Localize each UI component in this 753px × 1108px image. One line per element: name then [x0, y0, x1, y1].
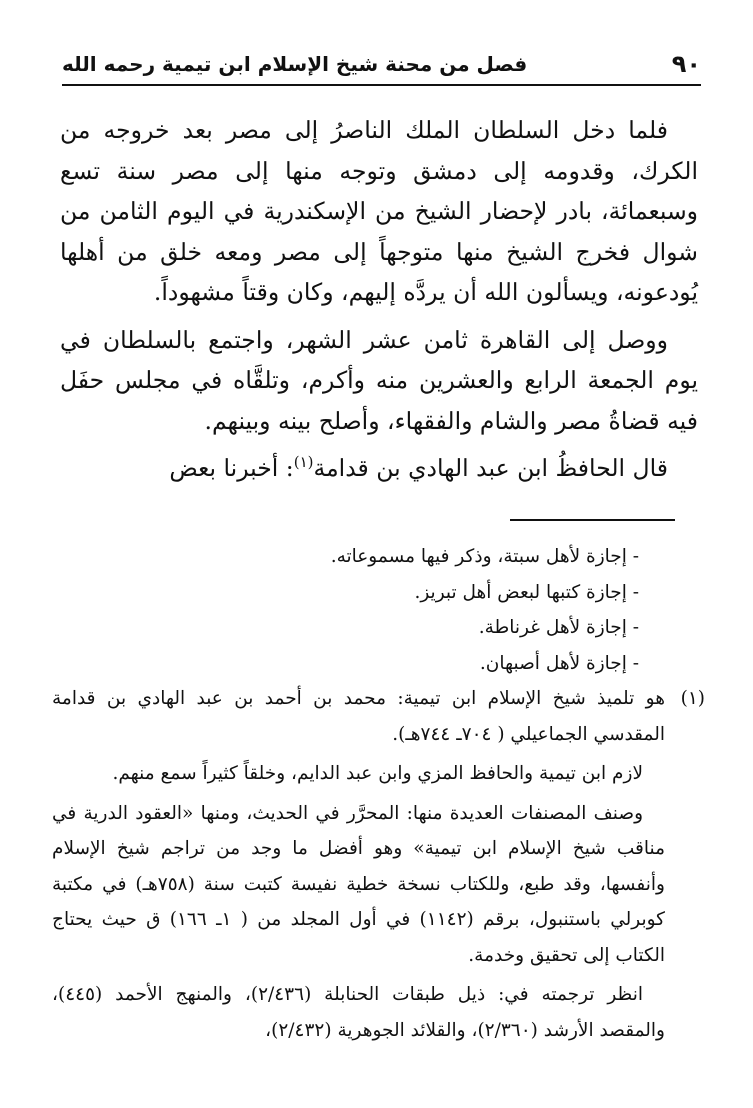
footnote-number: (١) — [680, 688, 705, 709]
footnote-1 — [52, 681, 705, 1048]
page-header — [62, 44, 701, 86]
footnote-paragraph: لازم ابن تيمية والحافظ المزي وابن عبد الدايم، وخلقاً كثيراً سمع منهم. — [112, 763, 643, 784]
running-title: فصل من محنة شيخ الإسلام ابن تيمية رحمه الله — [62, 52, 528, 76]
footnote-continued-list — [52, 539, 705, 681]
main-paragraph-last — [60, 448, 698, 489]
footnotes — [52, 539, 705, 1048]
footnote-reference[interactable]: (١) — [293, 453, 314, 472]
footnote-body — [52, 681, 665, 1048]
list-item: - إجازة لأهل أصبهان. — [479, 652, 639, 674]
footnote-paragraph: انظر ترجمته في: ذيل طبقات الحنابلة (٢/٤٣٦)، والمنهج الأحمد (٤٤٥)، والمقصد الأرشد (٢/٣٦٠)، والقلائد الجوهرية (٢/٤٣٢)، — [52, 984, 665, 1041]
main-paragraph-text: : أخبرنا بعض — [169, 454, 294, 482]
list-item: - إجازة لأهل سبتة، وذكر فيها مسموعاته. — [330, 546, 639, 567]
main-paragraph: ووصل إلى القاهرة ثامن عشر الشهر، واجتمع بالسلطان في يوم الجمعة الرابع والعشرين منه وأكرم، وتلقَّاه في مجلس حفَل فيه قضاةُ مصر والشام والفقهاء، وأصلح بينه وبينهم. — [60, 325, 698, 435]
footnote-separator — [510, 519, 675, 521]
main-paragraph: فلما دخل السلطان الملك الناصرُ إلى مصر بعد خروجه من الكرك، وقدومه إلى دمشق وتوجه منها إلى مصر سنة تسع وسبعمائة، بادر لإحضار الشيخ من الإسكندرية في اليوم الثامن من شوال فخرج الشيخ منها متوجهاً إلى مصر ومعه خلق من أهلها يُودعونه، ويسألون الله أن يردَّه إليهم، وكان وقتاً مشهوداً. — [60, 116, 698, 306]
list-item: - إجازة لأهل غرناطة. — [478, 617, 639, 638]
footnote-paragraph: وصنف المصنفات العديدة منها: المحرَّر في الحديث، ومنها «العقود الدرية في مناقب شيخ الإسلام ابن تيمية» وهو أفضل ما وجد من تراجم شيخ الإسلام وأنفسها، وقد طبع، وللكتاب نسخة خطية نفيسة كتبت سنة (٧٥٨هـ) في مكتبة كوبرلي باستنبول، برقم (١١٤٢) في أول المجلد من ( ١ـ ١٦٦) ق حيث يحتاج الكتاب إلى تحقيق وخدمة. — [52, 802, 665, 966]
main-text — [60, 110, 698, 489]
footnote-paragraph: هو تلميذ شيخ الإسلام ابن تيمية: محمد بن أحمد بن عبد الهادي بن قدامة المقدسي الجماعيلي ( ٧٠٤ـ ٧٤٤هـ). — [52, 688, 665, 745]
page-number: ٩٠ — [671, 50, 701, 78]
main-paragraph-text: قال الحافظُ ابن عبد الهادي بن قدامة — [313, 454, 668, 482]
list-item: - إجازة كتبها لبعض أهل تبريز. — [414, 581, 639, 603]
